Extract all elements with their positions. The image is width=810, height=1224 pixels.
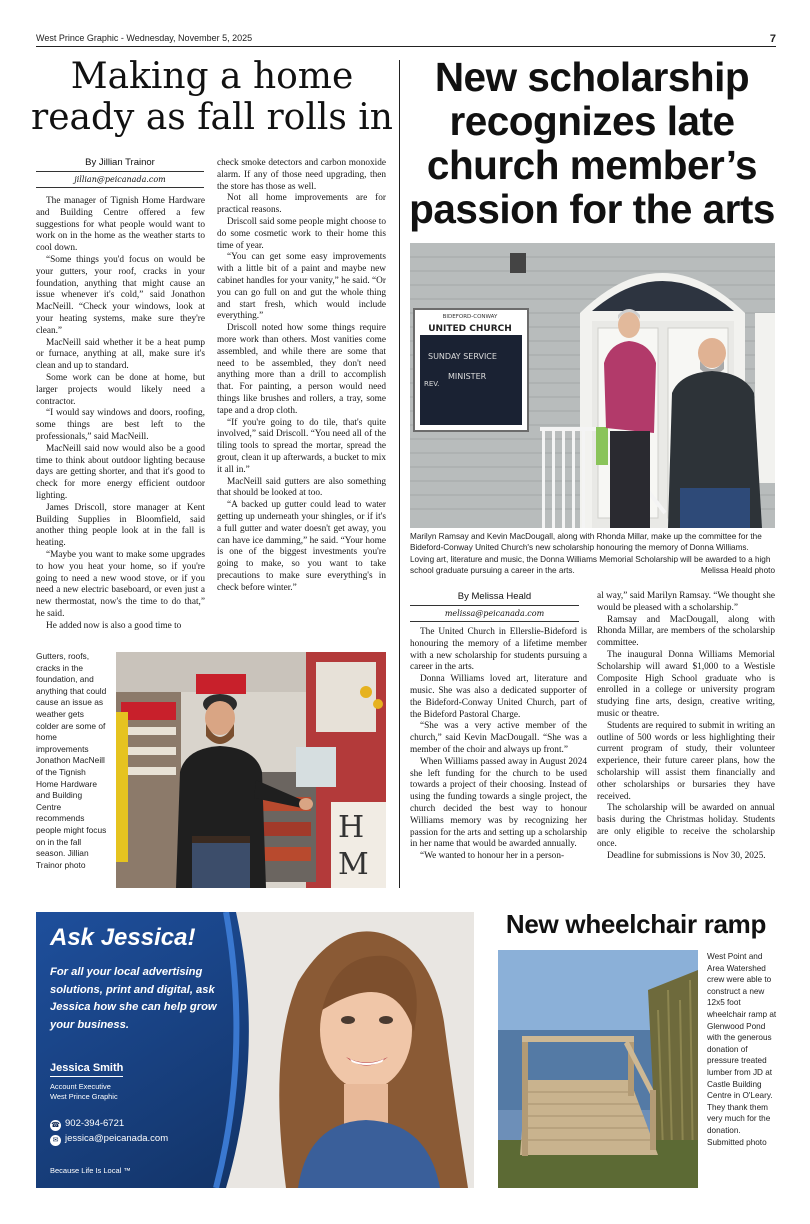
paragraph: The United Church in Ellerslie-Bideford is honouring the memory of a lifetime member with a new scholarship for students pursuing a career in the arts. <box>410 627 587 673</box>
article2-photo-credit: Melissa Heald photo <box>700 566 775 576</box>
paragraph: The scholarship will be awarded on annual basis during the Christmas holiday. Students are only eligible to receive the scholarship once. <box>597 803 775 849</box>
paragraph: James Driscoll, store manager at Kent Building Supplies in Bloomfield, said another thing people look at in the fall is heating. <box>36 502 205 549</box>
svg-text:H: H <box>338 810 365 845</box>
paragraph: “Maybe you want to make some upgrades to how you heat your home, so if you're going to need a new wood stove, or if you need a new electric baseboard, or even just a new thermostat, now's the time to do that,” he said. <box>36 549 205 619</box>
ad-email-row[interactable] <box>50 1133 168 1146</box>
church-photo <box>410 243 775 528</box>
paragraph: MacNeill said whether it be a heat pump or furnace, anything at all, make sure it's clean and up to standard. <box>36 337 205 372</box>
paragraph: “If you're going to do tile, that's quite involved,” said Driscoll. “You need all of the tiling tools to spread the mortar, spread the grout, clean it up afterwards, a bucket to mix it all in.” <box>217 417 386 475</box>
paragraph: Some work can be done at home, but larger projects would likely need a contractor. <box>36 372 205 407</box>
article1-email: jillian@peicanada.com <box>36 172 204 188</box>
article1-author: By Jillian Trainor <box>36 157 204 172</box>
paragraph: Donna Williams loved art, literature and music. She was also a dedicated supporter of the Bideford-Conway United Church, part of the Bideford Pastoral Charge. <box>410 674 587 720</box>
paragraph: The inaugural Donna Williams Memorial Scholarship will award $1,000 to a Westisle Composite High School graduate who is enrolled in a college or university program studying fine arts, design, creative writing, music or theatre. <box>597 649 775 719</box>
paragraph: “A backed up gutter could lead to water getting up underneath your shingles, or if it's a full gutter and water doesn't get away, you can have ice damming,” he said. “Your home is one of the biggest investments you're going to make, so you want to take precautions to make sure everything's in check before winter.” <box>217 500 386 593</box>
ad-tagline: Because Life Is Local ™ <box>50 1166 131 1175</box>
article1-caption-text: Gutters, roofs, cracks in the foundation, and anything that could cause an issue as weather gets colder are some of home improvements Jonathon MacNeill of the Tignish Home Hardware and Building Centre recommends people might focus on in the fall season. <box>36 651 107 859</box>
article2-column-2 <box>597 591 775 882</box>
email-icon: ✉ <box>50 1135 61 1146</box>
ad-contact-name: Jessica Smith <box>50 1062 123 1077</box>
article3-caption-text: West Point and Area Watershed crew were able to construct a new 12x5 foot wheelchair ramp at Glenwood Pond with the generous donation of pressure treated lumber from JD at Castle Building Centre in O'Leary. They thank them very much for the donation. <box>707 952 777 1135</box>
paragraph: “You can get some easy improvements with a little bit of a paint and maybe new cabinet handles for your vanity,” he said. “Or you can go full on and gut the whole thing and start fresh, which would include everything.” <box>217 252 386 322</box>
article1-byline <box>36 157 204 188</box>
paragraph: Deadline for submissions is Nov 30, 2025. <box>607 850 766 861</box>
ask-jessica-ad[interactable] <box>36 912 474 1188</box>
paragraph: check smoke detectors and carbon monoxide alarm. If any of those need upgrading, then the store has those as well. <box>217 158 386 192</box>
ad-phone-row[interactable] <box>50 1118 124 1131</box>
phone-icon: ☎ <box>51 1122 60 1129</box>
paragraph: Students are required to submit in writing an outline of 500 words or less highlighting their current program of study, their volunteer experience, their future career plans, how the scholarship will assist them financially and other scholarships or bursaries they have received. <box>597 720 775 802</box>
ad-role-line1: Account Executive <box>50 1082 111 1091</box>
paragraph: “We wanted to honour her in a person- <box>420 851 565 862</box>
paragraph: Not all home improvements are for practical reasons. <box>217 193 386 216</box>
article1-headline <box>30 57 394 138</box>
article2-email: melissa@peicanada.com <box>410 606 579 622</box>
paragraph: MacNeill said now would also be a good time to think about outdoor lighting because days are getting shorter, and that it's good to check for more energy efficient outdoor lighting. <box>36 443 205 501</box>
paragraph: Driscoll noted how some things require more work than others. Most vanities come assembled, and while there are some that need to be assembled, they don't need anything more than a drill to accomplish that. For painting, a person would need things like brushes and rollers, a tray, some tape and a drop cloth. <box>217 323 386 416</box>
article1-column-1 <box>36 196 205 644</box>
article2-caption-text: Marilyn Ramsay and Kevin MacDougall, along with Rhonda Millar, make up the committee for the Bideford-Conway United Church's new scholarship honouring the memory of Donna Williams. Loving art, literature and music, the Donna Williams Memorial Scholarship will be awarded to a high school graduate pursuing a career in the arts. <box>410 532 771 576</box>
paragraph: “I would say windows and doors, roofing, some things are best left to the professionals,” said MacNeill. <box>36 408 205 442</box>
sign-line-4: MINISTER <box>448 372 487 381</box>
paragraph: The manager of Tignish Home Hardware and Building Centre offered a few suggestions for what people would want to work on in the home as the weather starts to cool down. <box>36 196 205 254</box>
wheelchair-ramp-photo <box>498 950 698 1188</box>
article1-photo-caption <box>36 651 108 871</box>
sign-line-1: BIDEFORD-CONWAY <box>442 314 498 320</box>
article3-headline: New wheelchair ramp <box>505 909 767 939</box>
page-number: 7 <box>769 33 776 45</box>
hardware-store-photo <box>116 652 386 888</box>
paragraph: When Williams passed away in August 2024 she left funding for the church to be used towards a project of their choosing. Instead of using the funding towards a single project, the church decided the best way to honour Williams memory was by recognizing her passion for the arts and setting up a scholarship in her name that would be awarded annually. <box>410 756 587 850</box>
article2-photo-caption <box>410 531 775 577</box>
paragraph-continuation: al way,” said Marilyn Ramsay. “We thought she would be pleased with a scholarship.” <box>597 591 775 613</box>
article2-byline <box>410 591 579 622</box>
article1-column-2 <box>217 158 386 644</box>
article2-headline: New scholarship recognizes late church member’s passion for the arts <box>409 54 775 232</box>
ad-phone: 902-394-6721 <box>65 1118 125 1129</box>
page-header <box>36 33 776 47</box>
column-divider <box>399 60 400 888</box>
sign-line-5: REV. <box>424 380 440 388</box>
article1-headline-line1: Making a home <box>70 56 354 97</box>
ad-role-line2: West Prince Graphic <box>50 1091 118 1101</box>
article3-photo-credit: Submitted photo <box>707 1137 767 1147</box>
article1-photo-credit: Jillian Trainor photo <box>36 848 89 870</box>
paragraph: Ramsay and MacDougall, along with Rhonda Millar, are members of the scholarship committee. <box>597 614 775 649</box>
ad-contact-role <box>50 1082 118 1101</box>
article3-caption <box>707 951 777 1148</box>
article2-author: By Melissa Heald <box>410 591 579 606</box>
svg-text:M: M <box>338 847 369 882</box>
paragraph: He added now is also a good time to <box>46 620 182 631</box>
article1-headline-line2: ready as fall rolls in <box>31 96 393 138</box>
paragraph: “She was a very active member of the church,” said Kevin MacDougall. “She was a member of the choir and always up front.” <box>410 721 587 755</box>
ad-pitch: For all your local advertising solutions, print and digital, ask Jessica how she can help grow your business. <box>50 966 217 1031</box>
sign-line-3: SUNDAY SERVICE <box>428 352 497 361</box>
paragraph: Driscoll said some people might choose to do some cosmetic work to their home this time of year. <box>217 216 386 251</box>
paragraph: “Some things you'd focus on would be your gutters, your roof, cracks in your foundation, anything that might cause an issue whenever it's cold,” said Jonathon MacNeill. “Check your windows, look at your heating systems, make sure they're clean.” <box>36 254 205 336</box>
sign-line-2: UNITED CHURCH <box>428 324 512 334</box>
ad-title: Ask Jessica! <box>50 924 196 951</box>
paragraph: MacNeill said gutters are also something that should be looked at too. <box>217 476 386 499</box>
header-dateline: West Prince Graphic - Wednesday, November 5, 2025 <box>36 33 253 43</box>
ad-email: jessica@peicanada.com <box>65 1133 169 1144</box>
article2-column-1 <box>410 627 587 882</box>
